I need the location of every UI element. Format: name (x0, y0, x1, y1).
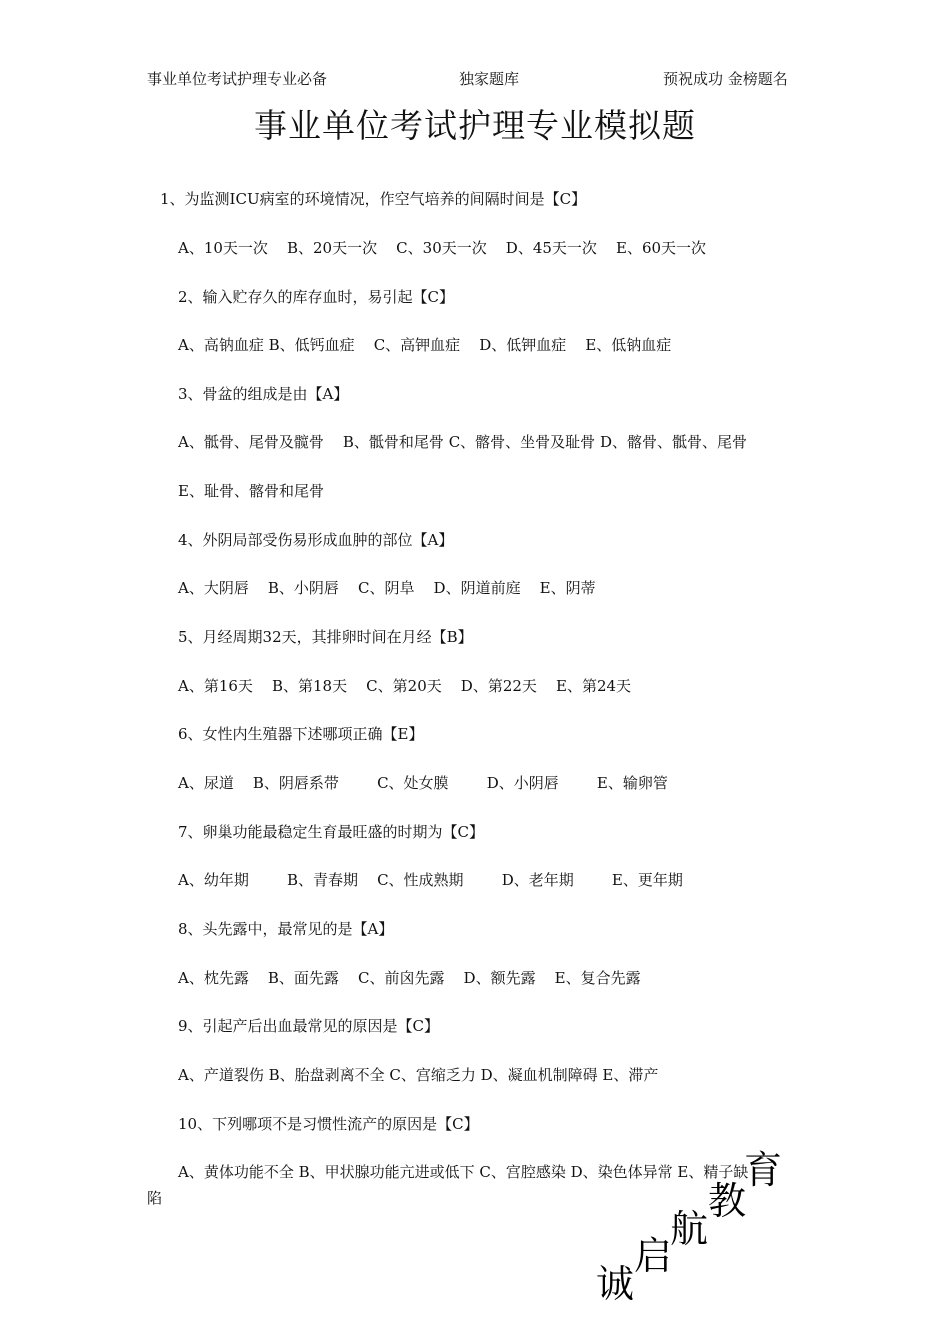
header-right: 预祝成功 金榜题名 (663, 70, 788, 88)
question-2: 2、输入贮存久的库存血时，易引起【C】 (178, 288, 455, 306)
question-8: 8、头先露中，最常见的是【A】 (178, 920, 394, 938)
question-3-options-cont: E、耻骨、髂骨和尾骨 (178, 482, 324, 500)
question-9: 9、引起产后出血最常见的原因是【C】 (178, 1017, 440, 1035)
question-7: 7、卵巢功能最稳定生育最旺盛的时期为【C】 (178, 823, 485, 841)
question-6-options: A、尿道 B、阴唇系带 C、处女膜 D、小阴唇 E、输卵管 (178, 774, 668, 792)
watermark-char-5: 育 (744, 1148, 783, 1192)
question-5: 5、月经周期32天，其排卵时间在月经【B】 (178, 628, 473, 646)
question-10: 10、下列哪项不是习惯性流产的原因是【C】 (178, 1115, 479, 1133)
watermark-char-3: 航 (670, 1207, 709, 1251)
question-6: 6、女性内生殖器下述哪项正确【E】 (178, 725, 424, 743)
question-10-options-cont: 陷 (147, 1189, 163, 1207)
watermark-char-2: 启 (634, 1234, 673, 1278)
question-4: 4、外阴局部受伤易形成血肿的部位【A】 (178, 531, 454, 549)
question-5-options: A、第16天 B、第18天 C、第20天 D、第22天 E、第24天 (178, 677, 632, 695)
watermark-char-4: 教 (708, 1179, 747, 1223)
header-left: 事业单位考试护理专业必备 (147, 70, 328, 88)
question-7-options: A、幼年期 B、青春期 C、性成熟期 D、老年期 E、更年期 (178, 871, 683, 889)
question-10-options: A、黄体功能不全 B、甲状腺功能亢进或低下 C、宫腔感染 D、染色体异常 E、精子缺 (178, 1163, 749, 1181)
question-4-options: A、大阴唇 B、小阴唇 C、阴阜 D、阴道前庭 E、阴蒂 (178, 579, 596, 597)
question-2-options: A、高钠血症 B、低钙血症 C、高钾血症 D、低钾血症 E、低钠血症 (178, 336, 672, 354)
question-1: 1、为监测ICU病室的环境情况，作空气培养的间隔时间是【C】 (160, 190, 587, 208)
question-9-options: A、产道裂伤 B、胎盘剥离不全 C、宫缩乏力 D、凝血机制障碍 E、滞产 (178, 1066, 659, 1084)
watermark-char-1: 诚 (596, 1262, 635, 1306)
question-3: 3、骨盆的组成是由【A】 (178, 385, 349, 403)
header-center: 独家题库 (459, 70, 520, 88)
question-3-options: A、骶骨、尾骨及髋骨 B、骶骨和尾骨 C、髂骨、坐骨及耻骨 D、髂骨、骶骨、尾骨 (178, 433, 747, 451)
question-8-options: A、枕先露 B、面先露 C、前囟先露 D、额先露 E、复合先露 (178, 969, 641, 987)
page-title: 事业单位考试护理专业模拟题 (254, 106, 696, 145)
question-1-options: A、10天一次 B、20天一次 C、30天一次 D、45天一次 E、60天一次 (178, 239, 707, 257)
